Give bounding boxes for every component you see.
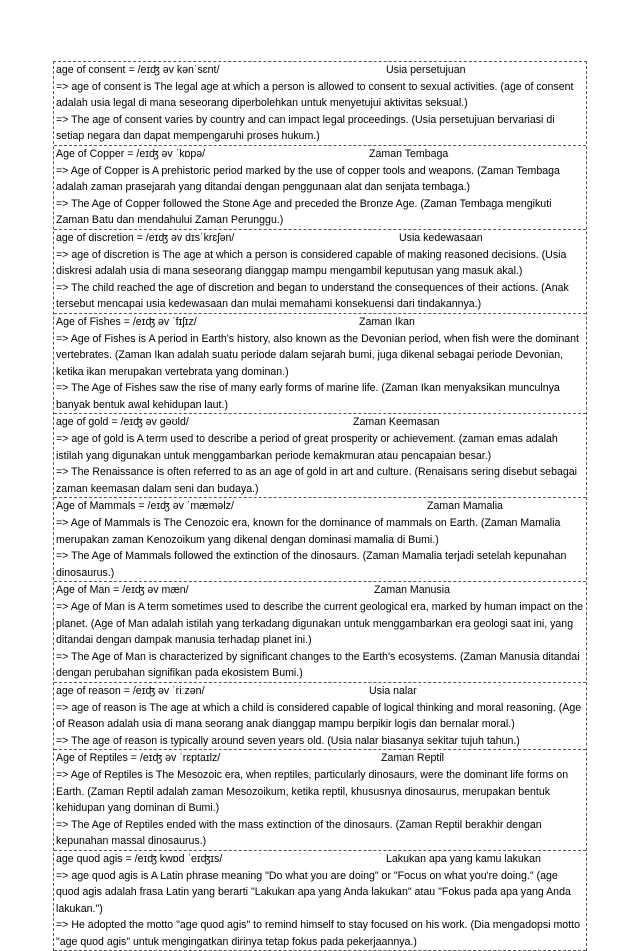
entry-term: age of consent = /eɪʤ əv kənˈsɛnt/ bbox=[56, 64, 220, 76]
entry-age-quod-agis bbox=[54, 851, 586, 951]
entry-example: => The child reached the age of discretion and began to understand the consequences of their actions. (Anak tersebut mencapai usia kedewasaan dan mulai memahami konsekuensi dari tindakannya.) bbox=[56, 281, 569, 311]
entry-translation: Zaman Keemasan bbox=[353, 416, 440, 429]
entry-age-of-fishes bbox=[54, 314, 586, 415]
entry-translation: Usia nalar bbox=[369, 684, 417, 697]
entry-translation: Zaman Manusia bbox=[374, 584, 450, 597]
entry-example: => The age of reason is typically around seven years old. (Usia nalar biasanya sekitar tujuh tahun.) bbox=[56, 734, 520, 747]
entry-definition: => Age of Fishes is A period in Earth's history, also known as the Devonian period, when fish were the dominant vertebrates. (Zaman Ikan adalah suatu periode dalam sejarah bumi, juga dikenal sebagai periode Devonian, ketika ikan merupakan vertebrata yang dominan.) bbox=[56, 332, 579, 378]
entry-example: => The Age of Fishes saw the rise of many early forms of marine life. (Zaman Ikan menyaksikan munculnya banyak bentuk awal kehidupan laut.) bbox=[56, 382, 560, 411]
entry-term: Age of Reptiles = /eɪʤ əv ˈrɛptaɪlz/ bbox=[56, 752, 221, 765]
entry-term: age of discretion = /eɪʤ əv dɪsˈkrɛʃən/ bbox=[56, 231, 235, 244]
entry-definition: => age of discretion is The age at which a person is considered capable of making reasoned decisions. (Usia diskresi adalah usia di mana seseorang dianggap mampu mengambil keputusan yang masuk akal.) bbox=[56, 248, 567, 278]
entry-term: Age of Man = /eɪʤ əv mæn/ bbox=[56, 584, 189, 597]
entry-term: age of reason = /eɪʤ əv ˈriːzən/ bbox=[56, 684, 205, 697]
entry-example: => The Age of Reptiles ended with the mass extinction of the dinosaurs. (Zaman Reptil berakhir dengan kepunahan massal dinosaurus.) bbox=[56, 818, 542, 848]
entry-age-of-gold bbox=[54, 414, 586, 498]
entry-definition: => age of consent is The legal age at which a person is allowed to consent to sexual activities. (age of consent adalah usia legal di mana seseorang diperbolehkan untuk menyetujui aktivitas seksual.) bbox=[56, 80, 574, 110]
entry-term: age of gold = /eɪʤ əv gəʊld/ bbox=[56, 416, 189, 429]
entry-definition: => Age of Copper is A prehistoric period marked by the use of copper tools and weapons. (Zaman Tembaga adalah zaman prasejarah yang ditandai dengan penggunaan alat dan senjata tembaga.) bbox=[56, 164, 560, 194]
glossary-table bbox=[53, 61, 587, 951]
entry-translation: Zaman Mamalia bbox=[427, 500, 503, 513]
entry-term: Age of Fishes = /eɪʤ əv ˈfɪʃɪz/ bbox=[56, 315, 197, 328]
entry-age-of-discretion bbox=[54, 230, 586, 314]
entry-example: => The age of consent varies by country and can impact legal proceedings. (Usia persetujuan bervariasi di setiap negara dan dapat mempengaruhi proses hukum.) bbox=[56, 113, 555, 143]
entry-translation: Zaman Tembaga bbox=[369, 147, 449, 160]
entry-example: => The Age of Man is characterized by significant changes to the Earth's ecosystems. (Zaman Manusia ditandai dengan perubahan signifikan pada ekosistem Bumi.) bbox=[56, 650, 580, 680]
entry-definition: => age quod agis is A Latin phrase meaning "Do what you are doing" or "Focus on what you're doing." (age quod agis adalah frasa Latin yang berarti "Lakukan apa yang Anda lakukan" atau "Fokus pada apa yang Anda lakukan.") bbox=[56, 869, 571, 915]
entry-translation: Zaman Reptil bbox=[381, 752, 444, 765]
entry-term: Age of Mammals = /eɪʤ əv ˈmæməlz/ bbox=[56, 500, 234, 513]
entry-age-of-mammals bbox=[54, 498, 586, 582]
entry-translation: Usia persetujuan bbox=[386, 64, 466, 76]
entry-translation: Usia kedewasaan bbox=[399, 231, 483, 244]
entry-age-of-reason bbox=[54, 683, 586, 750]
entry-definition: => Age of Reptiles is The Mesozoic era, when reptiles, particularly dinosaurs, were the dominant life forms on Earth. (Zaman Reptil adalah zaman Mesozoikum, ketika reptil, khususnya dinosaurus, merupakan bentuk kehidupan yang dominan di Bumi.) bbox=[56, 768, 569, 815]
entry-example: => The Age of Copper followed the Stone Age and preceded the Bronze Age. (Zaman Tembaga mengikuti Zaman Batu dan mendahului Zaman Perunggu.) bbox=[56, 197, 552, 227]
entry-age-of-man bbox=[54, 582, 586, 683]
entry-definition: => Age of Man is A term sometimes used to describe the current geological era, marked by human impact on the planet. (Age of Man adalah istilah yang terkadang digunakan untuk menggambarkan era geologi saat ini, yang ditandai dengan dampak manusia terhadap planet ini.) bbox=[56, 601, 584, 647]
entry-example: => The Renaissance is often referred to as an age of gold in art and culture. (Renaisans sering disebut sebagai zaman keemasan dalam seni dan budaya.) bbox=[56, 466, 577, 495]
entry-translation: Lakukan apa yang kamu lakukan bbox=[386, 852, 541, 865]
entry-definition: => Age of Mammals is The Cenozoic era, known for the dominance of mammals on Earth. (Zaman Mamalia merupakan zaman Kenozoikum yang dikenal dengan dominasi mamalia di Bumi.) bbox=[56, 517, 561, 546]
entry-term: Age of Copper = /eɪʤ əv ˈkɒpə/ bbox=[56, 147, 206, 160]
entry-age-of-consent bbox=[54, 62, 586, 146]
entry-age-of-reptiles bbox=[54, 750, 586, 851]
entry-definition: => age of reason is The age at which a child is considered capable of logical thinking and moral reasoning. (Age of Reason adalah usia di mana seorang anak dianggap mampu berpikir logis dan bernalar moral.) bbox=[56, 701, 582, 731]
entry-example: => He adopted the motto "age quod agis" to remind himself to stay focused on his work. (Dia mengadopsi motto "age quod agis" untuk mengingatkan dirinya tetap fokus pada pekerjaannya.) bbox=[56, 919, 580, 948]
entry-age-of-copper bbox=[54, 146, 586, 230]
entry-term: age quod agis = /eɪʤ kwɒd ˈeɪʤɪs/ bbox=[56, 852, 223, 865]
entry-example: => The Age of Mammals followed the extinction of the dinosaurs. (Zaman Mamalia terjadi setelah kepunahan dinosaurus.) bbox=[56, 550, 567, 579]
entry-translation: Zaman Ikan bbox=[359, 315, 415, 328]
entry-definition: => age of gold is A term used to describe a period of great prosperity or achievement. (zaman emas adalah istilah yang digunakan untuk menggambarkan periode kemakmuran atau pencapaian besar.) bbox=[56, 433, 558, 462]
